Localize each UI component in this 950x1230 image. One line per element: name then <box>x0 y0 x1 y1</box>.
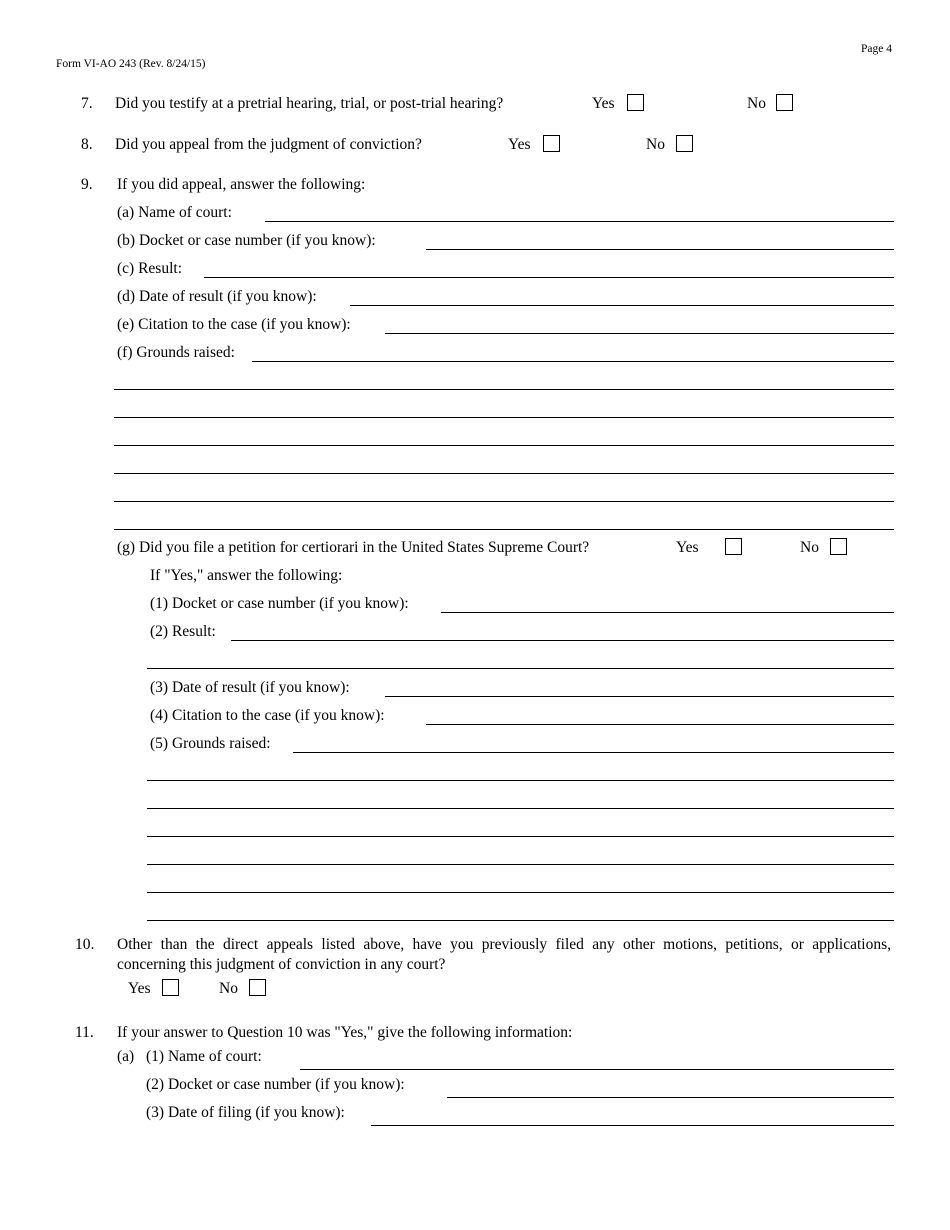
q11a-label: (a) <box>117 1048 135 1065</box>
q8-yes-label: Yes <box>508 136 531 153</box>
q9f-label: (f) Grounds raised: <box>117 344 235 361</box>
q9d-label: (d) Date of result (if you know): <box>117 288 317 305</box>
q9f-grounds-line[interactable] <box>114 445 894 446</box>
q8-number: 8. <box>81 136 93 153</box>
q8-no-checkbox[interactable] <box>676 135 693 152</box>
q9f-grounds-line[interactable] <box>114 389 894 390</box>
q10-yes-label: Yes <box>128 980 151 997</box>
q9g5-grounds-line[interactable] <box>147 892 894 893</box>
q11a2-label: (2) Docket or case number (if you know): <box>146 1076 405 1093</box>
q9c-result-field[interactable] <box>204 277 894 278</box>
page-number: Page 4 <box>861 43 892 55</box>
q9a-name-of-court-field[interactable] <box>265 221 894 222</box>
q7-yes-checkbox[interactable] <box>627 94 644 111</box>
q9e-citation-field[interactable] <box>385 333 894 334</box>
q9b-docket-field[interactable] <box>426 249 894 250</box>
form-id: Form VI-AO 243 (Rev. 8/24/15) <box>56 58 206 70</box>
q10-yes-checkbox[interactable] <box>162 979 179 996</box>
q10-no-label: No <box>219 980 238 997</box>
q9g-no-label: No <box>800 539 819 556</box>
q9e-label: (e) Citation to the case (if you know): <box>117 316 351 333</box>
q9f-grounds-field[interactable] <box>252 361 894 362</box>
q11-number: 11. <box>75 1024 94 1041</box>
q9g2-result-field[interactable] <box>231 640 894 641</box>
q11a2-docket-field[interactable] <box>447 1097 894 1098</box>
q11a3-label: (3) Date of filing (if you know): <box>146 1104 345 1121</box>
q9g4-citation-field[interactable] <box>426 724 894 725</box>
q7-number: 7. <box>81 95 93 112</box>
q9f-grounds-line[interactable] <box>114 501 894 502</box>
q9g5-grounds-line[interactable] <box>147 836 894 837</box>
q7-yes-label: Yes <box>592 95 615 112</box>
q9g3-label: (3) Date of result (if you know): <box>150 679 350 696</box>
q9g-yes-checkbox[interactable] <box>725 538 742 555</box>
q9g4-label: (4) Citation to the case (if you know): <box>150 707 385 724</box>
q9d-date-field[interactable] <box>350 305 894 306</box>
q9f-grounds-line[interactable] <box>114 529 894 530</box>
q9b-label: (b) Docket or case number (if you know): <box>117 232 376 249</box>
q9-number: 9. <box>81 176 93 193</box>
q9g5-grounds-line[interactable] <box>147 920 894 921</box>
q11a1-name-of-court-field[interactable] <box>300 1069 894 1070</box>
q9g-if-yes: If "Yes," answer the following: <box>150 567 343 584</box>
q9g5-grounds-line[interactable] <box>147 808 894 809</box>
q7-text: Did you testify at a pretrial hearing, trial, or post-trial hearing? <box>115 95 504 112</box>
q9f-grounds-line[interactable] <box>114 473 894 474</box>
q10-text: Other than the direct appeals listed above, have you previously filed any other motions, petitions, or applications, concerning this judgment of conviction in any court? <box>117 936 891 973</box>
q11-text: If your answer to Question 10 was "Yes," give the following information: <box>117 1024 573 1041</box>
q9-text: If you did appeal, answer the following: <box>117 176 366 193</box>
q9g5-grounds-line[interactable] <box>147 864 894 865</box>
q11a3-date-field[interactable] <box>371 1125 894 1126</box>
q8-yes-checkbox[interactable] <box>543 135 560 152</box>
q9g5-grounds-field[interactable] <box>293 752 894 753</box>
q10-number: 10. <box>75 936 95 953</box>
q9c-label: (c) Result: <box>117 260 182 277</box>
q9g2-result-line[interactable] <box>147 668 894 669</box>
q9f-grounds-line[interactable] <box>114 417 894 418</box>
q11a1-label: (1) Name of court: <box>146 1048 262 1065</box>
q8-text: Did you appeal from the judgment of conviction? <box>115 136 422 153</box>
q10-no-checkbox[interactable] <box>249 979 266 996</box>
q9g-no-checkbox[interactable] <box>830 538 847 555</box>
q9g1-label: (1) Docket or case number (if you know): <box>150 595 409 612</box>
q7-no-label: No <box>747 95 766 112</box>
q9g-text: (g) Did you file a petition for certiorari in the United States Supreme Court? <box>117 539 590 556</box>
q9g1-docket-field[interactable] <box>441 612 894 613</box>
q9g3-date-field[interactable] <box>385 696 894 697</box>
q9a-label: (a) Name of court: <box>117 204 232 221</box>
q9g2-label: (2) Result: <box>150 623 216 640</box>
q7-no-checkbox[interactable] <box>776 94 793 111</box>
q9g-yes-label: Yes <box>676 539 699 556</box>
q9g5-label: (5) Grounds raised: <box>150 735 271 752</box>
q8-no-label: No <box>646 136 665 153</box>
q9g5-grounds-line[interactable] <box>147 780 894 781</box>
